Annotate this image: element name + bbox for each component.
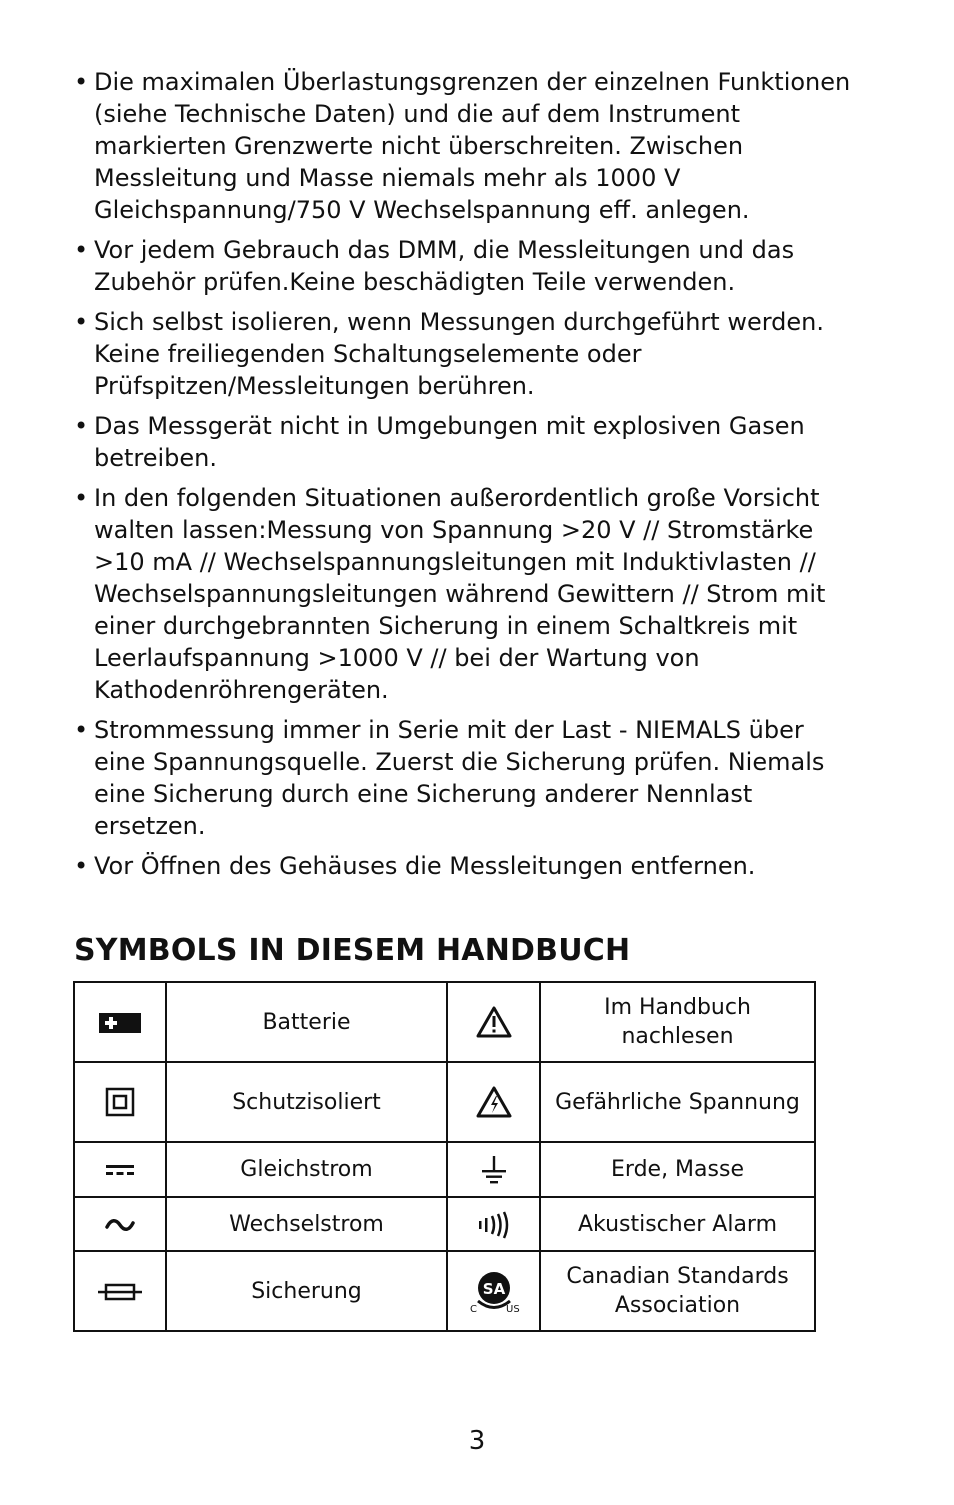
high-voltage-triangle-icon — [476, 1086, 512, 1118]
safety-bullet: • Das Messgerät nicht in Umgebungen mit explosiven Gasen betreiben. — [74, 410, 854, 474]
safety-bullet: • Die maximalen Überlastungsgrenzen der einzelnen Funktionen (siehe Technische Daten) und die auf dem Instrument markierten Grenzwerte nicht überschreiten. Zwischen Messleitung und Masse niemals mehr als 1000 V Gleichspannung/750 V Wechselspannung eff. anlegen. — [74, 66, 854, 226]
symbol-cell — [74, 982, 166, 1062]
symbol-label: Wechselstrom — [166, 1197, 447, 1251]
csa-center-mark: SA — [482, 1280, 505, 1298]
ground-icon — [480, 1155, 508, 1185]
safety-bullet: • Vor Öffnen des Gehäuses die Messleitungen entfernen. — [74, 850, 854, 882]
csa-us-mark: US — [505, 1304, 520, 1314]
symbol-cell — [74, 1197, 166, 1251]
audible-alarm-icon — [477, 1211, 511, 1239]
symbol-cell — [447, 1142, 540, 1197]
table-row — [74, 1142, 815, 1197]
symbol-label: Sicherung — [166, 1251, 447, 1331]
safety-bullet: • Sich selbst isolieren, wenn Messungen durchgeführt werden. Keine freiliegenden Schaltungselemente oder Prüfspitzen/Messleitungen berühren. — [74, 306, 854, 402]
symbol-label: Schutzisoliert — [166, 1062, 447, 1142]
symbol-label: Akustischer Alarm — [540, 1197, 815, 1251]
page-number: 3 — [468, 1426, 486, 1456]
dc-icon — [105, 1163, 135, 1177]
symbol-cell — [447, 1197, 540, 1251]
symbols-table — [73, 981, 816, 1332]
symbol-label: Gleichstrom — [166, 1142, 447, 1197]
symbol-cell — [74, 1251, 166, 1331]
symbols-heading: SYMBOLS IN DIESEM HANDBUCH — [74, 933, 631, 968]
symbol-cell — [74, 1142, 166, 1197]
symbol-label: Batterie — [166, 982, 447, 1062]
table-row — [74, 1251, 815, 1331]
safety-bullet: • Vor jedem Gebrauch das DMM, die Messleitungen und das Zubehör prüfen.Keine beschädigten Teile verwenden. — [74, 234, 854, 298]
symbol-cell — [447, 1251, 540, 1331]
ac-icon — [105, 1217, 135, 1233]
symbol-label: Gefährliche Spannung — [540, 1062, 815, 1142]
table-row — [74, 1197, 815, 1251]
safety-bullet: • Strommessung immer in Serie mit der Last - NIEMALS über eine Spannungsquelle. Zuerst die Sicherung prüfen. Niemals eine Sicherung durch eine Sicherung anderer Nennlast ersetzen. — [74, 714, 854, 842]
battery-icon — [98, 1011, 142, 1035]
safety-bullet: • In den folgenden Situationen außerordentlich große Vorsicht walten lassen:Messung von Spannung >20 V // Stromstärke >10 mA // Wechselspannungsleitungen mit Induktivlasten // Wechselspannungsleitungen während Gewittern // Strom mit einer durchgebrannten Sicherung in einem Schaltkreis mit Leerlaufspannung >1000 V // bei der Wartung von Kathodenröhrengeräten. — [74, 482, 854, 706]
table-row — [74, 1062, 815, 1142]
table-row — [74, 982, 815, 1062]
symbol-cell — [447, 1062, 540, 1142]
symbol-label: Canadian Standards Association — [540, 1251, 815, 1331]
csa-logo-icon — [466, 1268, 522, 1314]
safety-bullet-list — [74, 66, 854, 890]
csa-c-mark: C — [469, 1304, 477, 1314]
symbol-cell — [447, 982, 540, 1062]
symbol-label: Erde, Masse — [540, 1142, 815, 1197]
double-insulation-icon — [105, 1087, 135, 1117]
symbol-cell — [74, 1062, 166, 1142]
warning-triangle-icon — [476, 1006, 512, 1038]
symbol-label: Im Handbuch nachlesen — [540, 982, 815, 1062]
fuse-icon — [97, 1282, 143, 1302]
